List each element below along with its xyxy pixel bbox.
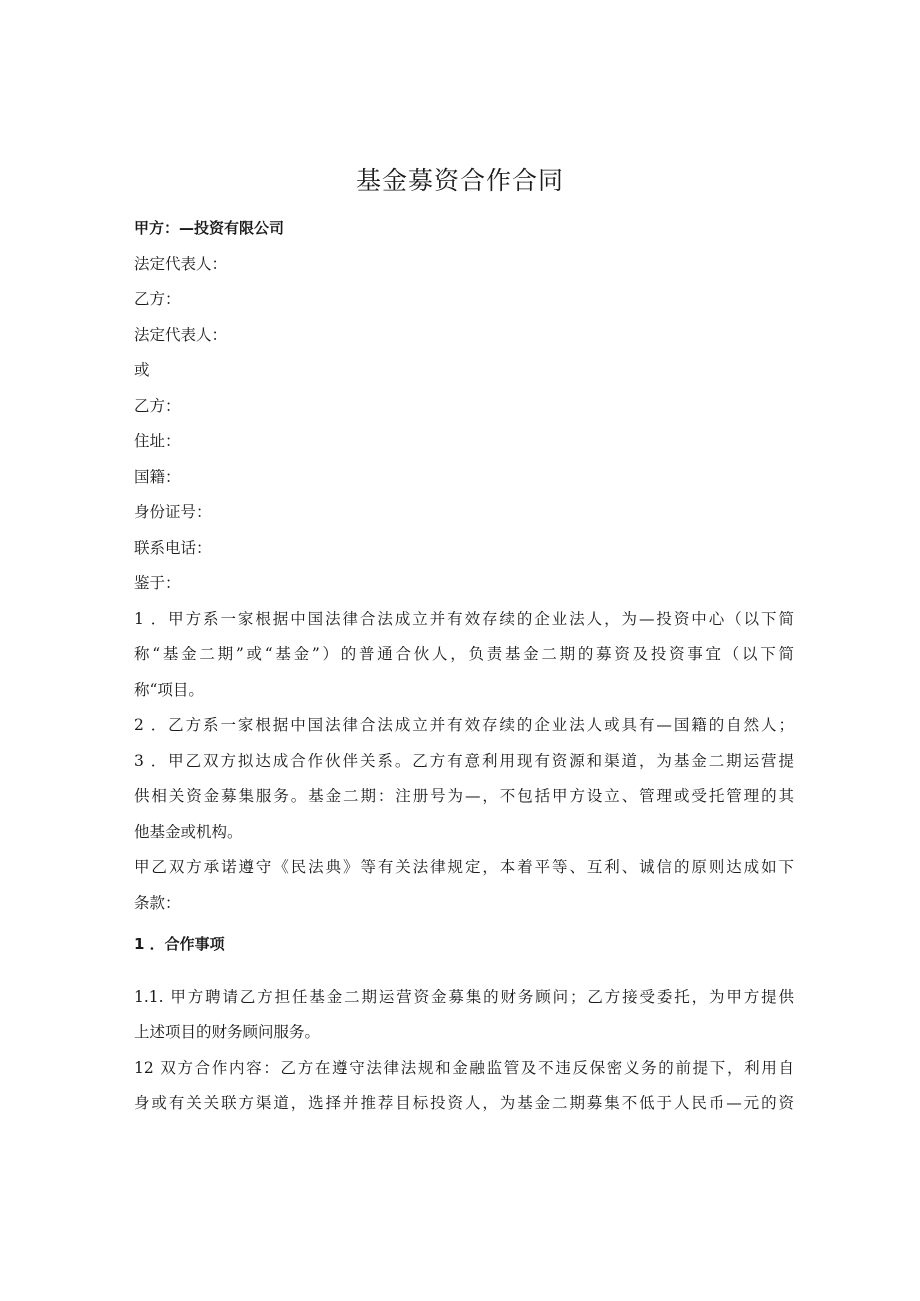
whereas-line: 鉴于： (134, 574, 181, 592)
id-number-line: 身份证号： (134, 503, 212, 521)
commitment-line: 甲乙双方承诺遵守《民法典》等有关法律规定，本着平等、互利、诚信的原则达成如下 (134, 858, 794, 876)
recital-1-line: 称“基金二期”或“基金”）的普通合伙人，负责基金二期的募资及投资事宜（以下简 (134, 645, 794, 663)
recital-2-line: 2 ．乙方系一家根据中国法律合法成立并有效存续的企业法人或具有—国籍的自然人； (134, 716, 794, 734)
address-line: 住址： (134, 432, 181, 450)
phone-line: 联系电话： (134, 539, 212, 557)
clause-1-2-line: 身或有关关联方渠道，选择并推荐目标投资人，为基金二期募集不低于人民币—元的资 (134, 1094, 794, 1112)
section-1-heading: 1 ．合作事项 (134, 935, 225, 953)
party-b-line-1: 乙方： (134, 290, 181, 308)
clause-1-2-line: 12 双方合作内容：乙方在遵守法律法规和金融监管及不违反保密义务的前提下，利用自 (134, 1059, 794, 1077)
recital-3-line: 3 ．甲乙双方拟达成合作伙伴关系。乙方有意利用现有资源和渠道，为基金二期运营提 (134, 752, 794, 770)
commitment-line: 条款： (134, 894, 181, 912)
contract-title: 基金募资合作合同 (355, 166, 564, 195)
clause-1-1-line: 上述项目的财务顾问服务。 (134, 1023, 321, 1041)
clause-1-1-line: 1.1. 甲方聘请乙方担任基金二期运营资金募集的财务顾问；乙方接受委托，为甲方提供 (134, 988, 794, 1006)
or-line: 或 (134, 361, 150, 379)
legal-rep-line-1: 法定代表人： (134, 255, 228, 273)
recital-3-line: 供相关资金募集服务。基金二期：注册号为—，不包括甲方设立、管理或受托管理的其 (134, 787, 794, 805)
recital-1-line: 称“项目。 (134, 681, 204, 699)
party-b-line-2: 乙方： (134, 397, 181, 415)
recital-1-line: 1 ．甲方系一家根据中国法律合法成立并有效存续的企业法人，为—投资中心（以下简 (134, 610, 794, 628)
recital-3-line: 他基金或机构。 (134, 823, 243, 841)
nationality-line: 国籍： (134, 468, 181, 486)
legal-rep-line-2: 法定代表人： (134, 326, 228, 344)
party-a-line: 甲方：—投资有限公司 (134, 219, 285, 237)
